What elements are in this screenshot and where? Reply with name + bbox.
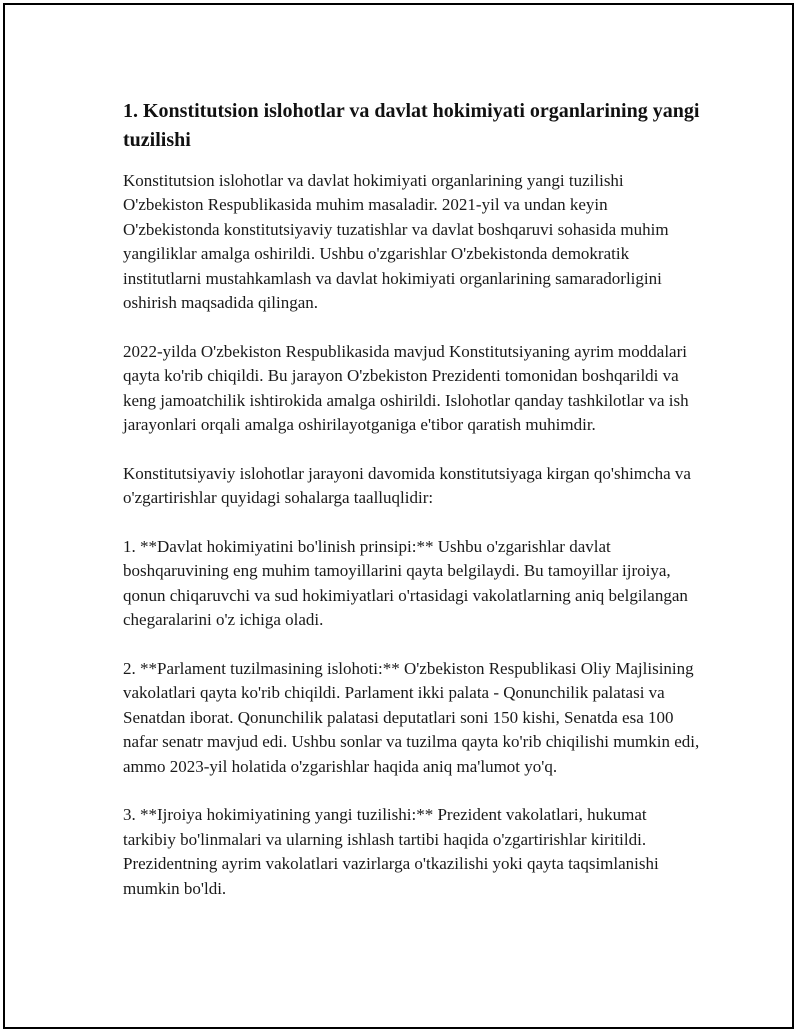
paragraph-intro: Konstitutsion islohotlar va davlat hokimiyati organlarining yangi tuzilishi O'zbekiston Respublikasida muhim masaladir. 2021-yil va undan keyin O'zbekistonda konstitutsiyaviy tuzatishlar va davlat boshqaruvi sohasida muhim yangiliklar amalga oshirildi. Ushbu o'zgarishlar O'zbekistonda demokratik institutlarni mustahkamlash va davlat hokimiyati organlarining samaradorligini oshirish maqsadida qilingan.: [123, 171, 669, 313]
page-frame: [3, 3, 794, 1029]
list-item-executive-structure: 3. **Ijroiya hokimiyatining yangi tuzilishi:** Prezident vakolatlari, hukumat tarkibiy bo'linmalari va ularning ishlash tartibi haqida o'zgartirishlar kiritildi. Prezidentning ayrim vakolatlari vazirlarga o'tkazilishi yoki qayta taqsimlanishi mumkin bo'ldi.: [123, 805, 659, 898]
paragraph-2022-review: 2022-yilda O'zbekiston Respublikasida mavjud Konstitutsiyaning ayrim moddalari qayta ko'rib chiqildi. Bu jarayon O'zbekiston Prezidenti tomonidan boshqarildi va keng jamoatchilik ishtirokida amalga oshirildi. Islohotlar qanday tashkilotlar va ish jarayonlari orqali amalga oshirilayotganiga e'tibor qaratish muhimdir.: [123, 341, 689, 435]
section-heading: 1. Konstitutsion islohotlar va davlat hokimiyati organlarining yangi tuzilishi: [123, 100, 700, 151]
list-item-parliament-reform: 2. **Parlament tuzilmasining islohoti:** O'zbekiston Respublikasi Oliy Majlisining vakolatlari qayta ko'rib chiqildi. Parlament ikki palata - Qonunchilik palatasi va Senatdan iborat. Qonunchilik palatasi deputatlari soni 150 kishi, Senatda esa 100 nafar senatr mavjud edi. Ushbu sonlar va tuzilma qayta ko'rib chiqilishi mumkin edi, ammo 2023-yil holatida o'zgarishlar haqida aniq ma'lumot yo'q.: [123, 659, 700, 776]
list-item-separation-of-powers: 1. **Davlat hokimiyatini bo'linish prinsipi:** Ushbu o'zgarishlar davlat boshqaruvining eng muhim tamoyillarini qayta belgilaydi. Bu tamoyillar ijroiya, qonun chiqaruvchi va sud hokimiyatlari o'rtasidagi vakolatlarning aniq belgilangan chegaralarini o'z ichiga oladi.: [123, 537, 688, 630]
paragraph-areas-intro: Konstitutsiyaviy islohotlar jarayoni davomida konstitutsiyaga kirgan qo'shimcha va o'zgartirishlar quyidagi sohalarga taalluqlidir:: [123, 463, 691, 508]
document-body: [123, 97, 703, 901]
